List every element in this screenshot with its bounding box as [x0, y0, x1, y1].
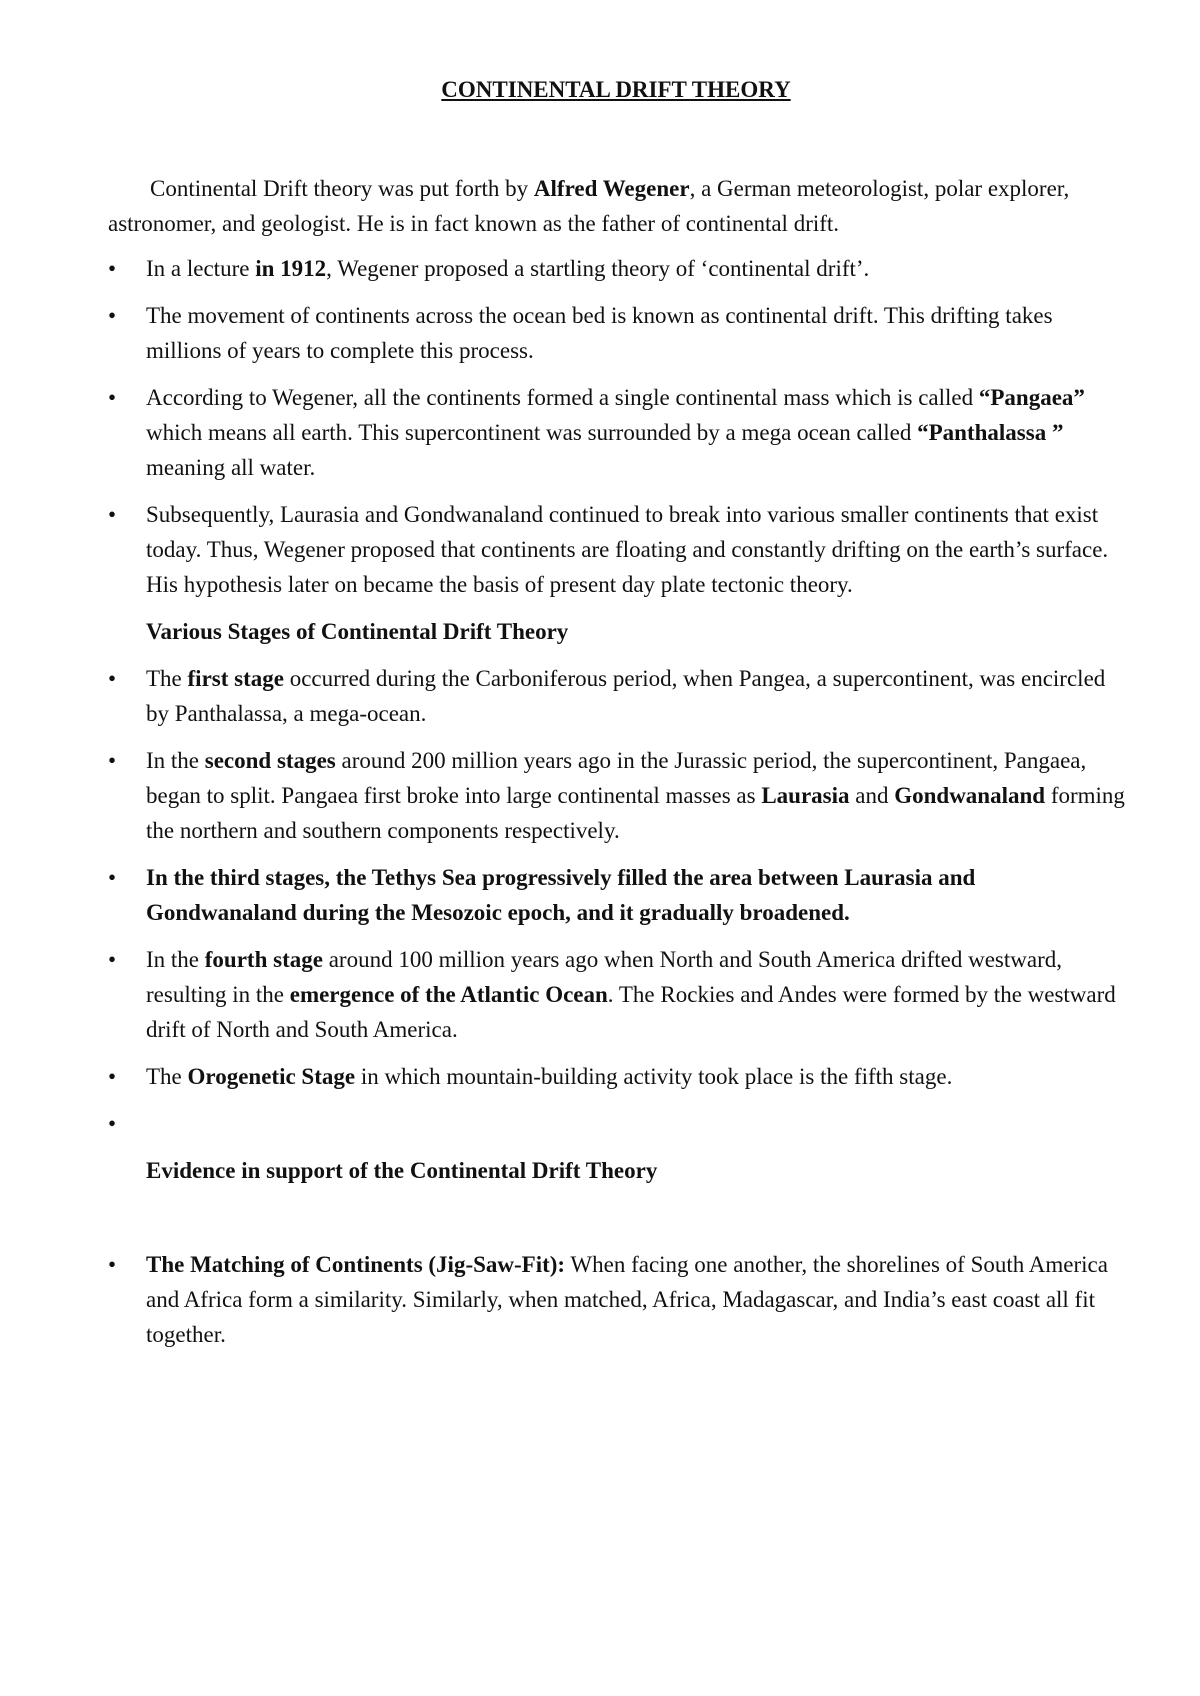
- bullet-icon: •: [108, 1064, 117, 1089]
- bullet-icon: •: [108, 256, 117, 281]
- list-item: • The Matching of Continents (Jig-Saw-Fit): When facing one another, the shorelines of South America and Africa form a similarity. Similarly, when matched, Africa, Madagascar, and India’s east coast all fit together.: [108, 1247, 1128, 1352]
- bullet-icon: •: [108, 865, 117, 890]
- bullet-icon: •: [108, 1252, 117, 1277]
- bullet-icon: •: [108, 502, 117, 527]
- list-item: • In the second stages around 200 million years ago in the Jurassic period, the supercontinent, Pangaea, began to split. Pangaea first broke into large continental masses as Laurasia and Gondwanaland forming the northern and southern components respectively.: [108, 743, 1128, 848]
- bullet-icon: •: [108, 385, 117, 410]
- list-item: • The Orogenetic Stage in which mountain-building activity took place is the fifth stage.: [108, 1059, 1128, 1094]
- bullet-icon: •: [108, 303, 117, 328]
- section-heading-stages: Various Stages of Continental Drift Theory: [146, 619, 569, 644]
- list-item: • According to Wegener, all the continents formed a single continental mass which is called “Pangaea” which means all earth. This supercontinent was surrounded by a mega ocean called “Panthalassa ” meaning all water.: [108, 380, 1128, 485]
- intro-paragraph: Continental Drift theory was put forth by Alfred Wegener, a German meteorologist, polar explorer, astronomer, and geologist. He is in fact known as the father of continental drift.: [108, 176, 1070, 236]
- list-item: • The first stage occurred during the Carboniferous period, when Pangea, a supercontinent, was encircled by Panthalassa, a mega-ocean.: [108, 661, 1128, 731]
- intro-bullet-list: [108, 251, 1128, 602]
- list-item: • The movement of continents across the ocean bed is known as continental drift. This drifting takes millions of years to complete this process.: [108, 298, 1128, 368]
- bullet-icon: •: [108, 947, 117, 972]
- evidence-bullet-list: [108, 1247, 1128, 1352]
- document-body: [108, 171, 1128, 1352]
- section-heading-evidence: Evidence in support of the Continental Drift Theory: [146, 1158, 658, 1183]
- document-title: CONTINENTAL DRIFT THEORY: [441, 77, 791, 102]
- stages-bullet-list: [108, 661, 1128, 1141]
- list-item: • In the third stages, the Tethys Sea progressively filled the area between Laurasia and Gondwanaland during the Mesozoic epoch, and it gradually broadened.: [108, 860, 1128, 930]
- list-item: • Subsequently, Laurasia and Gondwanaland continued to break into various smaller continents that exist today. Thus, Wegener proposed that continents are floating and constantly drifting on the earth’s surface. His hypothesis later on became the basis of present day plate tectonic theory.: [108, 497, 1128, 602]
- bullet-icon: •: [108, 748, 117, 773]
- bullet-icon: •: [108, 1111, 117, 1136]
- list-item-empty: [108, 1106, 1128, 1141]
- bullet-icon: •: [108, 666, 117, 691]
- list-item: • In the fourth stage around 100 million years ago when North and South America drifted westward, resulting in the emergence of the Atlantic Ocean. The Rockies and Andes were formed by the westward drift of North and South America.: [108, 942, 1128, 1047]
- list-item: • In a lecture in 1912, Wegener proposed a startling theory of ‘continental drift’.: [108, 251, 1128, 286]
